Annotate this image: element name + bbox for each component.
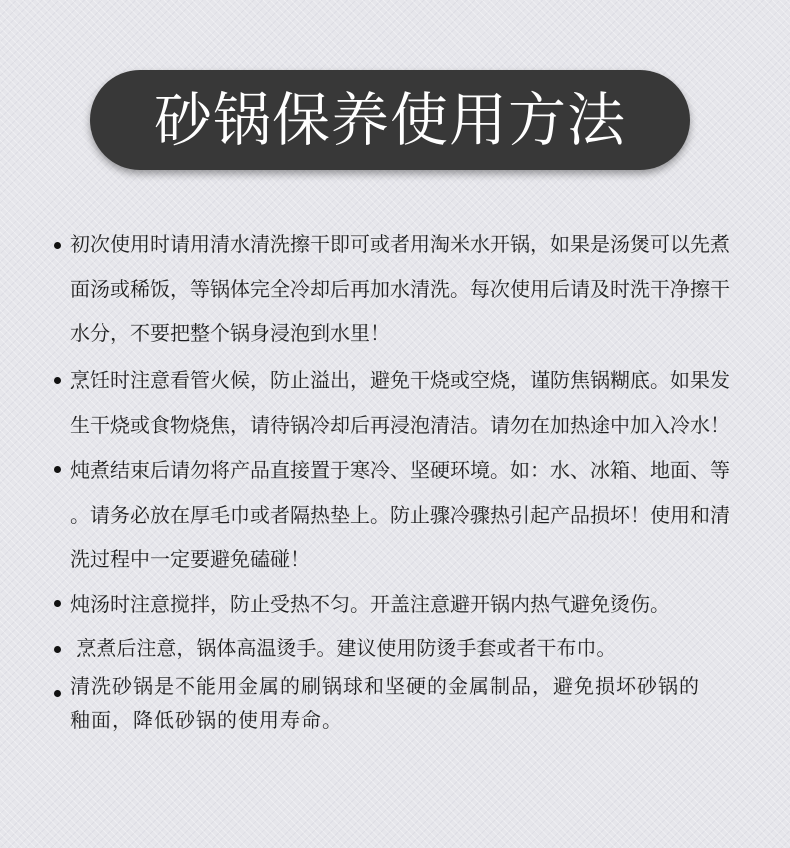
instruction-item [70, 626, 760, 671]
instruction-item [70, 582, 760, 627]
instruction-line: 面汤或稀饭，等锅体完全冷却后再加水清洗。每次使用后请及时洗干净擦干 [70, 276, 730, 301]
instruction-item [70, 448, 760, 582]
instruction-line: 水分，不要把整个锅身浸泡到水里！ [70, 321, 390, 345]
bullet-dot [54, 646, 61, 653]
instruction-line: 清洗砂锅是不能用金属的刷锅球和坚硬的金属制品，避免损坏砂锅的 [70, 674, 700, 698]
instruction-line: 烹煮后注意，锅体高温烫手。建议使用防烫手套或者干布巾。 [70, 636, 617, 660]
instruction-line: 洗过程中一定要避免磕碰！ [70, 547, 310, 571]
instruction-line: 初次使用时请用清水清洗擦干即可或者用淘米水开锅，如果是汤煲可以先煮 [70, 232, 730, 256]
instruction-line: 。请务必放在厚毛巾或者隔热垫上。防止骤冷骤热引起产品损坏！使用和清 [70, 502, 730, 527]
bullet-dot [54, 377, 61, 384]
instruction-line: 生干烧或食物烧焦，请待锅冷却后再浸泡清洁。请勿在加热途中加入冷水！ [70, 412, 730, 437]
bullet-dot [54, 466, 61, 473]
title-banner [90, 70, 690, 170]
page-title: 砂锅保养使用方法 [153, 86, 626, 154]
instruction-line: 炖汤时注意搅拌，防止受热不匀。开盖注意避开锅内热气避免烫伤。 [70, 592, 670, 616]
instruction-line: 烹饪时注意看管火候，防止溢出，避免干烧或空烧，谨防焦锅糊底。如果发 [70, 368, 730, 392]
bullet-dot [54, 600, 61, 607]
bullet-dot [54, 690, 61, 697]
instruction-item [70, 669, 760, 737]
instruction-line: 釉面，降低砂锅的使用寿命。 [70, 708, 343, 732]
instruction-item [70, 358, 760, 447]
instruction-line: 炖煮结束后请勿将产品直接置于寒冷、坚硬环境。如：水、冰箱、地面、等 [70, 458, 730, 482]
bullet-dot [54, 242, 61, 249]
instruction-item [70, 222, 760, 356]
